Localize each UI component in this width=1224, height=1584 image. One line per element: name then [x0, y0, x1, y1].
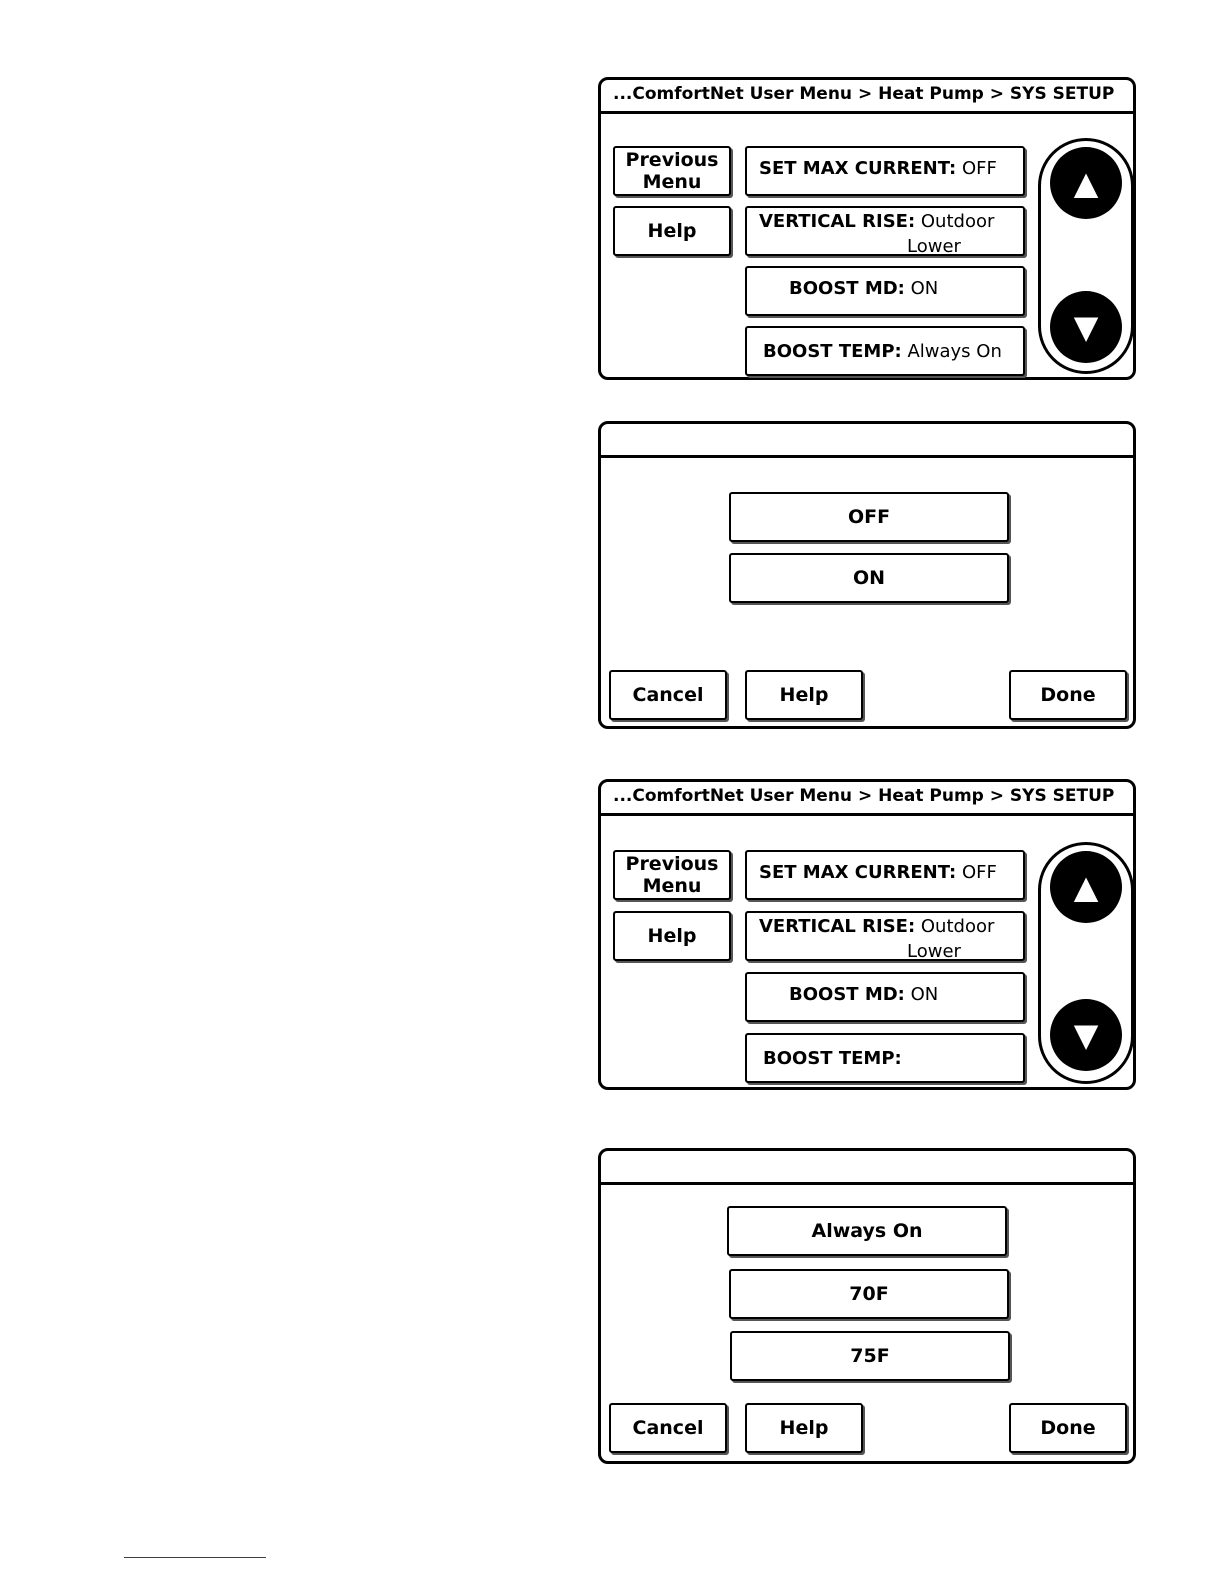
done-label: Done — [1040, 1417, 1096, 1439]
menu-item-set-max-current[interactable] — [745, 850, 1025, 900]
help-button[interactable] — [613, 911, 731, 961]
menu-item-vertical-rise[interactable] — [745, 911, 1025, 961]
help-label: Help — [647, 220, 697, 242]
item-value: ON — [910, 984, 939, 1005]
option-off-button[interactable] — [729, 492, 1009, 542]
down-arrow-icon[interactable]: ▼ — [1050, 291, 1122, 363]
previous-menu-label-line2: Menu — [642, 171, 702, 193]
option-on-button[interactable] — [729, 553, 1009, 603]
previous-menu-label-line1: Previous — [625, 149, 719, 171]
down-arrow-icon[interactable]: ▼ — [1050, 999, 1122, 1071]
scroll-control — [1038, 138, 1134, 374]
breadcrumb: ...ComfortNet User Menu > Heat Pump > SYS SETUP — [601, 80, 1133, 114]
boost-md-select-screen — [598, 421, 1136, 729]
item-value: OFF — [961, 158, 997, 179]
item-value: Always On — [907, 341, 1002, 362]
item-key: BOOST MD: — [789, 278, 905, 299]
option-label: 75F — [850, 1345, 890, 1367]
help-label: Help — [779, 684, 829, 706]
done-button[interactable] — [1009, 1403, 1127, 1453]
item-key: BOOST MD: — [789, 984, 905, 1005]
previous-menu-label-line2: Menu — [642, 875, 702, 897]
footer-rule — [124, 1557, 266, 1558]
menu-item-vertical-rise[interactable] — [745, 206, 1025, 256]
menu-item-boost-md[interactable] — [745, 972, 1025, 1022]
item-value: OFF — [961, 862, 997, 883]
item-key: VERTICAL RISE: — [759, 211, 916, 232]
up-arrow-icon[interactable]: ▲ — [1050, 851, 1122, 923]
up-arrow-icon[interactable]: ▲ — [1050, 147, 1122, 219]
option-70f-button[interactable] — [729, 1269, 1009, 1319]
title-bar — [601, 424, 1133, 458]
menu-item-boost-temp[interactable] — [745, 326, 1025, 376]
menu-item-boost-md[interactable] — [745, 266, 1025, 316]
scroll-control — [1038, 842, 1134, 1084]
option-75f-button[interactable] — [730, 1331, 1010, 1381]
option-always-on-button[interactable] — [727, 1206, 1007, 1256]
cancel-label: Cancel — [632, 684, 704, 706]
item-key: SET MAX CURRENT: — [759, 862, 957, 883]
option-label: ON — [852, 567, 886, 589]
sys-setup-screen-1 — [598, 77, 1136, 380]
help-label: Help — [647, 925, 697, 947]
previous-menu-label-line1: Previous — [625, 853, 719, 875]
title-bar — [601, 1151, 1133, 1185]
previous-menu-button[interactable] — [613, 146, 731, 196]
breadcrumb: ...ComfortNet User Menu > Heat Pump > SYS SETUP — [601, 782, 1133, 816]
help-button[interactable] — [613, 206, 731, 256]
cancel-button[interactable] — [609, 1403, 727, 1453]
item-key: SET MAX CURRENT: — [759, 158, 957, 179]
item-key: BOOST TEMP: — [763, 1048, 902, 1069]
item-key: VERTICAL RISE: — [759, 916, 916, 937]
item-value: Outdoor — [920, 916, 995, 937]
cancel-label: Cancel — [632, 1417, 704, 1439]
cancel-button[interactable] — [609, 670, 727, 720]
done-label: Done — [1040, 684, 1096, 706]
option-label: 70F — [849, 1283, 889, 1305]
item-value-line2: Lower — [907, 941, 961, 962]
done-button[interactable] — [1009, 670, 1127, 720]
item-value-line2: Lower — [907, 236, 961, 257]
item-value: Outdoor — [920, 211, 995, 232]
option-label: OFF — [847, 506, 891, 528]
menu-item-set-max-current[interactable] — [745, 146, 1025, 196]
option-label: Always On — [811, 1220, 923, 1242]
help-label: Help — [779, 1417, 829, 1439]
item-key: BOOST TEMP: — [763, 341, 902, 362]
sys-setup-screen-2 — [598, 779, 1136, 1090]
boost-temp-select-screen — [598, 1148, 1136, 1464]
menu-item-boost-temp[interactable] — [745, 1033, 1025, 1083]
previous-menu-button[interactable] — [613, 850, 731, 900]
help-button[interactable] — [745, 670, 863, 720]
help-button[interactable] — [745, 1403, 863, 1453]
item-value: ON — [910, 278, 939, 299]
